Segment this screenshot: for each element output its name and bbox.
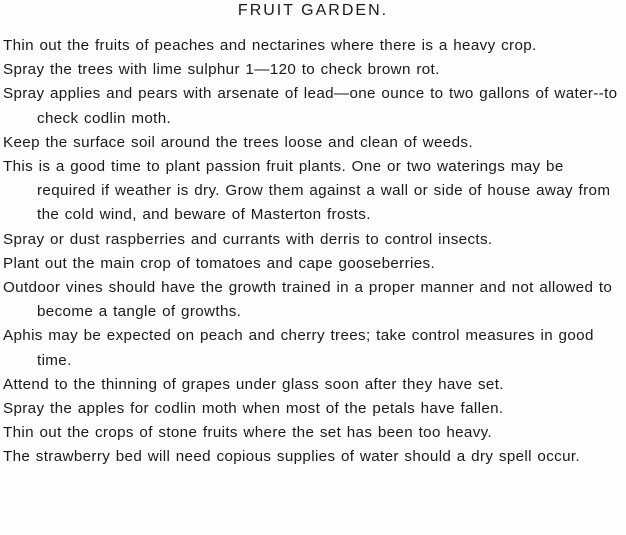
tip-surface-soil: Keep the surface soil around the trees loose and clean of weeds. [3, 133, 473, 151]
tip-spray-lime-sulphur: Spray the trees with lime sulphur 1—120 to check brown rot. [3, 61, 440, 79]
garden-tips-list [3, 34, 625, 470]
tip-thin-peaches: Thin out the fruits of peaches and nectarines where there is a heavy crop. [3, 37, 537, 54]
tip-raspberries-derris: Spray or dust raspberries and currants with derris to control insects. [3, 230, 493, 248]
section-title: FRUIT GARDEN. [237, 2, 389, 19]
tip-strawberry-bed: The strawberry bed will need copious supplies of water should a dry spell occur. [3, 448, 581, 466]
tip-spray-arsenate: Spray applies and pears with arsenate of lead—one ounce to two gallons of water--to check codlin moth. [3, 85, 618, 127]
tip-outdoor-vines: Outdoor vines should have the growth trained in a proper manner and not allowed to become a tangle of growths. [3, 279, 613, 321]
tip-passion-fruit: This is a good time to plant passion fruit plants. One or two waterings may be required if weather is dry. Grow them against a wall or side of house away from the cold wind, and beware of Masterton frosts. [3, 158, 611, 224]
tip-tomatoes: Plant out the main crop of tomatoes and cape gooseberries. [3, 254, 436, 272]
tip-stone-fruits: Thin out the crops of stone fruits where the set has been too heavy. [3, 424, 493, 442]
tip-codlin-apples: Spray the apples for codlin moth when most of the petals have fallen. [3, 400, 504, 418]
tip-thinning-grapes: Attend to the thinning of grapes under glass soon after they have set. [3, 375, 504, 393]
tip-aphis: Aphis may be expected on peach and cherry trees; take control measures in good time. [3, 327, 594, 369]
